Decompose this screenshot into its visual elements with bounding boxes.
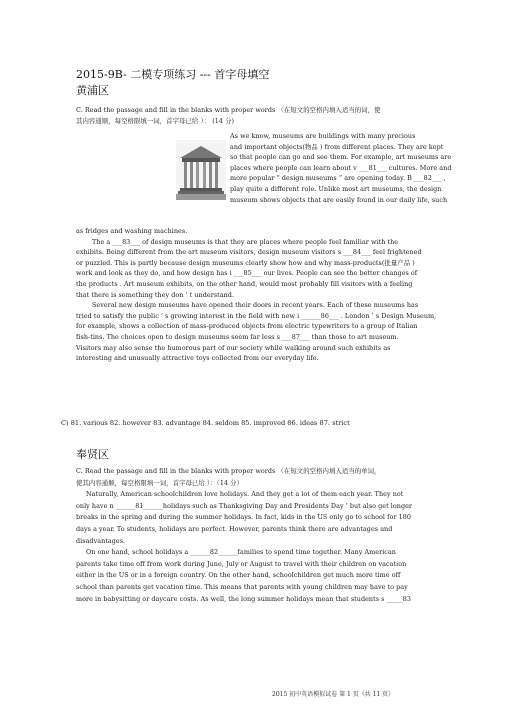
passage-line: Naturally, American schoolchildren love holidays. And they get a lot of them each year. They not [86,490,404,499]
passage-line: or puzzled. This is partly because design museums clearly show how and why mass-products(批量产品 ) [76,258,415,267]
passage-line: more popular “ design museums ” are opening today. B ___82___ , [230,174,446,183]
page-title: 2015-9B- 二模专项练习 --- 首字母填空 [76,68,270,81]
passage-line: C. Read the passage and fill in the blanks with proper words （在短文的空格内填入适当的单词， [76,467,381,475]
passage-line: school than parents get vacation time. This means that parents with young children may have to pay [76,582,408,591]
passage-line: fish-tins. The choices open to design museums seem far less s ___87___ than those to art museum. [76,332,399,341]
passage-line: The a ___83___ of design museums is that they are places where people feel familiar with the [92,237,399,246]
passage-line: either in the US or in a foreign country. On the other hand, schoolchildren get much more time off [76,571,401,580]
passage-line: disadvantages. [76,536,126,545]
passage-line: Visitors may also sense the humorous part of our society while walking around such exhibits as [76,343,391,352]
passage-line: breaks in the spring and during the summer holidays. In fact, kids in the US only go to school for 180 [76,513,411,522]
passage-line: Several new design museums have opened their doors in recent years. Each of these museums has [92,301,419,310]
passage-line: so that people can go and see them. For example, art museums are [230,153,452,162]
passage-line: interesting and unusually attractive toys collected from our everyday life. [76,354,319,363]
page-footer: 2015 初中英语模拟试卷 第 1 页（共 11 页） [272,691,395,698]
section-a-wrap-text [230,131,470,205]
passage-line: play quite a different role. Unlike most art museums, the design [230,184,442,193]
passage-line: C. Read the passage and fill in the blanks with proper words （在短文的空格内填入适当的词，使 [76,106,381,114]
passage-line: museum shows objects that are easily found in our daily life, such [230,195,448,204]
district-heading-fengxian: 奉贤区 [76,448,109,461]
passage-line: parents take time off from work during June, July or August to travel with their children on vacation [76,559,407,568]
passage-line: for example, shows a collection of mass-produced objects from electric typewriters to a group of Italian [76,322,418,331]
passage-line: only have n ______81______holidays such as Thanksgiving Day and Presidents Day ’ but also get longer [76,501,413,510]
passage-line: On one hand, school holidays a ______82______families to spend time together. Many American [86,548,396,557]
section-a-passage [76,105,476,126]
passage-line: As we know, museums are buildings with many precious [230,132,416,140]
passage-line: and important objects(物品 ) from different places. They are kept [230,142,444,151]
passage-line: 使其内容通顺，每空格限填一词，首字母已给 ）：（14 分） [76,478,244,487]
passage-line: tried to satisfy the public ’ s growing interest in the field with new i ______86___ . London ’ s Design Museum, [76,311,437,320]
passage-line: places where people can learn about v ___81___ cultures. More and [230,163,452,172]
passage-line: the products . Art museum exhibits, on the other hand, would most probably fill visitors with a feeling [76,279,413,288]
section-a-body [76,226,476,364]
answer-key: C) 81. various 82. however 83. advantage 84. seldom 85. improved 86. ideas 87. strict [61,419,350,427]
passage-line: days a year. To students, holidays are perfect. However, parents think there are advantages and [76,524,393,533]
passage-line: 其内容通顺，每空格限填一词，首字母已给 ）： (14 分) [76,116,235,125]
district-heading-huangpu: 黄浦区 [76,84,109,97]
passage-line: work and look as they do, and how design has i ___85___ our lives. People can see the better changes of [76,269,418,278]
passage-line: that there is something they don ’ t understand. [76,290,235,299]
passage-line: exhibits. Being different from the art museum visitors, design museum visitors s ___84___ feel frightened [76,248,422,257]
passage-line: as fridges and washing machines. [76,227,188,235]
passage-line: more in babysitting or daycare costs. As well, the long summer holidays mean that students s _____83 [76,594,411,603]
section-b-passage [76,466,476,605]
museum-image [176,140,226,200]
